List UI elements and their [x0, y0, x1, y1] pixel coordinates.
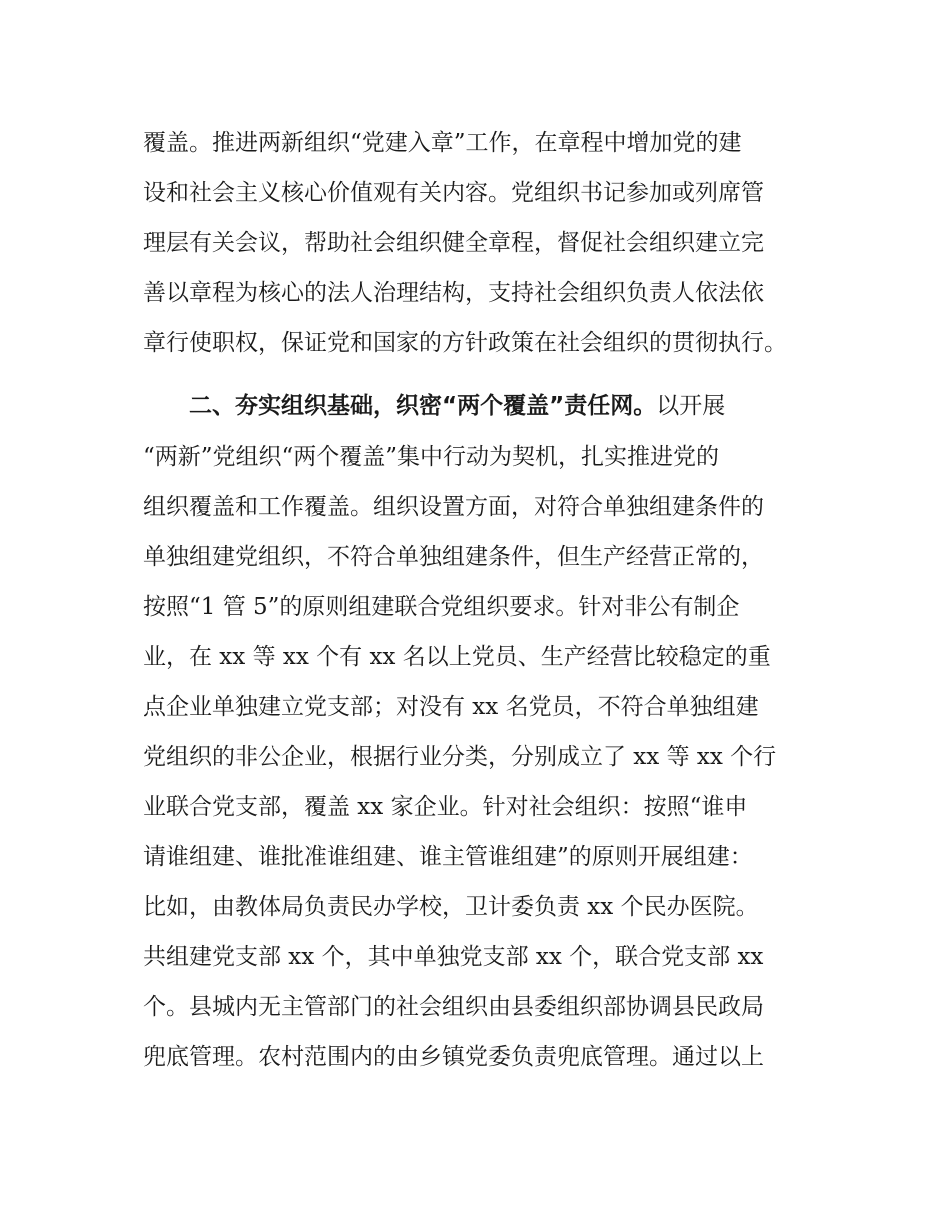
paragraph-2-line-6: 业，在 xx 等 xx 个有 xx 名以上党员、生产经营比较稳定的重 — [143, 644, 771, 670]
paragraph-2-line-2: “两新”党组织“两个覆盖”集中行动为契机，扎实推进党的 — [143, 444, 720, 470]
paragraph-1-line-3: 理层有关会议，帮助社会组织健全章程，督促社会组织建立完 — [143, 230, 764, 256]
paragraph-1-line-2: 设和社会主义核心价值观有关内容。党组织书记参加或列席管 — [143, 180, 764, 206]
section-heading-continuation: 以开展 — [656, 393, 726, 419]
paragraph-2-line-8: 党组织的非公企业，根据行业分类，分别成立了 xx 等 xx 个行 — [143, 744, 777, 770]
paragraph-2-line-12: 共组建党支部 xx 个，其中单独党支部 xx 个，联合党支部 xx — [143, 944, 764, 970]
paragraph-2-line-3: 组织覆盖和工作覆盖。组织设置方面，对符合单独组建条件的 — [143, 494, 764, 520]
paragraph-2-line-11: 比如，由教体局负责民办学校，卫计委负责 xx 个民办医院。 — [143, 894, 759, 920]
paragraph-1-line-1: 覆盖。推进两新组织“党建入章”工作，在章程中增加党的建 — [143, 130, 742, 156]
paragraph-2-line-5: 按照“1 管 5”的原则组建联合党组织要求。针对非公有制企 — [143, 594, 740, 620]
paragraph-2-line-7: 点企业单独建立党支部；对没有 xx 名党员，不符合单独组建 — [143, 694, 759, 720]
paragraph-2-line-13: 个。县城内无主管部门的社会组织由县委组织部协调县民政局 — [143, 994, 764, 1020]
paragraph-2-line-10: 请谁组建、谁批准谁组建、谁主管谁组建”的原则开展组建： — [143, 844, 753, 870]
section-heading: 二、夯实组织基础，织密“两个覆盖”责任网。 — [189, 393, 657, 419]
paragraph-2-line-9: 业联合党支部，覆盖 xx 家企业。针对社会组织：按照“谁申 — [143, 794, 748, 820]
paragraph-1-line-5: 章行使职权，保证党和国家的方针政策在社会组织的贯彻执行。 — [143, 330, 787, 356]
paragraph-2-first-line — [189, 381, 829, 431]
paragraph-2-line-14: 兜底管理。农村范围内的由乡镇党委负责兜底管理。通过以上 — [143, 1044, 764, 1070]
paragraph-1-line-4: 善以章程为核心的法人治理结构，支持社会组织负责人依法依 — [143, 280, 764, 306]
paragraph-2-line-4: 单独组建党组织，不符合单独组建条件，但生产经营正常的， — [143, 544, 764, 570]
